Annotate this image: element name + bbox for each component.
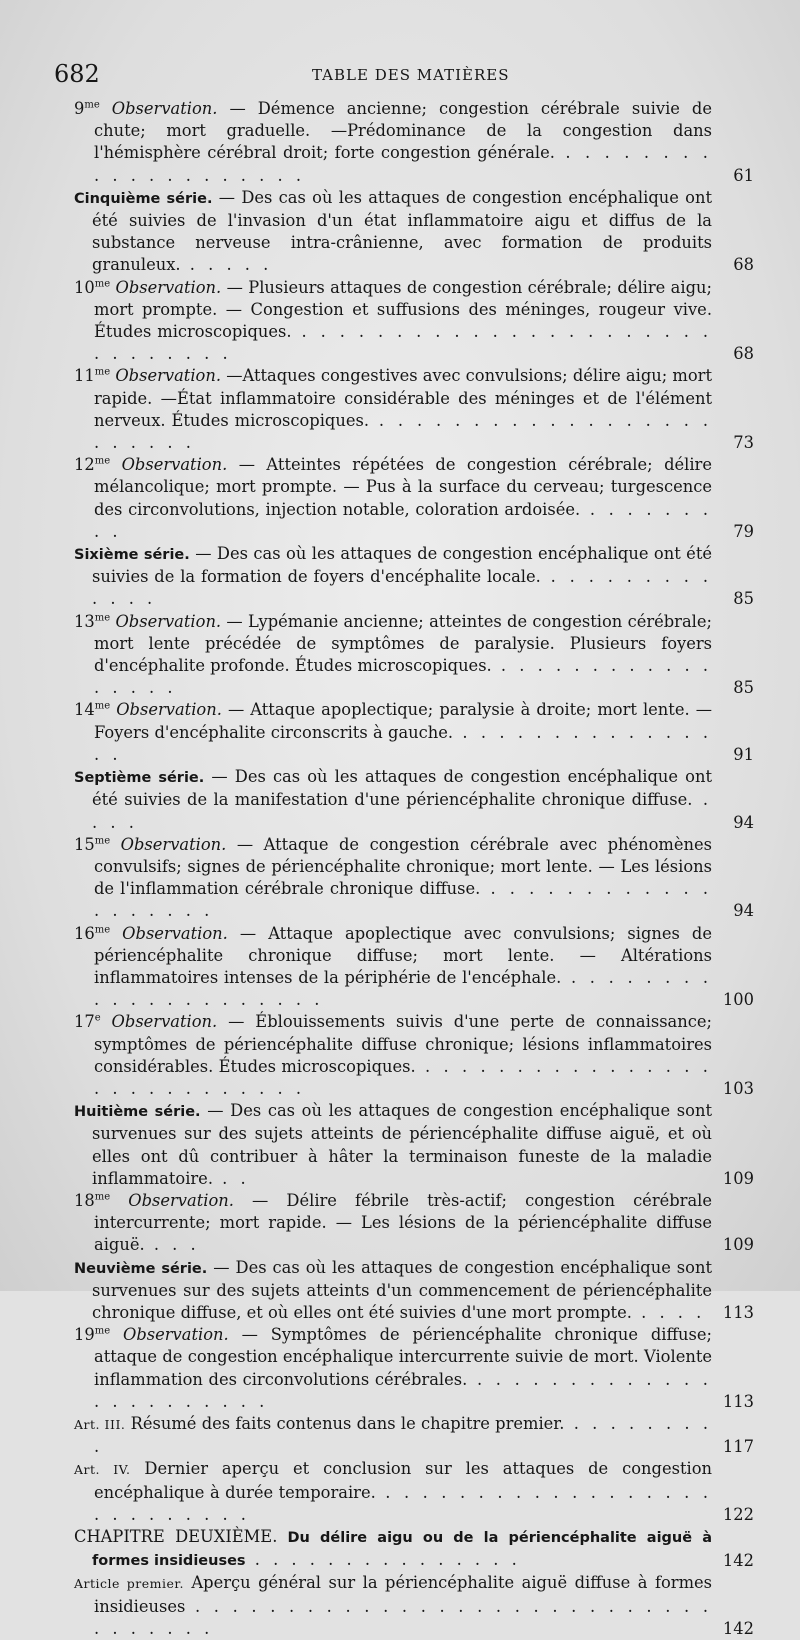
observation-number: 13 [74, 611, 95, 631]
entry-label: Observation. [121, 455, 228, 475]
chapter-title: Du délire aigu ou de la périencéphalite aiguë à formes insidieuses [92, 1530, 712, 1570]
ordinal-suffix: me [94, 455, 111, 467]
page-number: 682 [54, 60, 100, 88]
toc-entry-serie-5 [74, 187, 754, 277]
observation-number: 19 [74, 1325, 95, 1345]
dot-leader: . . . . . . . . . . . . . . . . . . . . . [94, 967, 713, 1010]
dot-leader: . . . . . . . . . . . . . . . [245, 1550, 521, 1570]
ordinal-suffix: me [94, 367, 111, 379]
entry-text: Dernier aperçu et conclusion sur les attaques de congestion encéphalique à durée temporaire. [94, 1459, 712, 1502]
entry-text: — Des cas où les attaques de congestion encéphalique ont été suivies de la formation de foyers d'encéphalite locale. [92, 544, 712, 587]
entry-text: — Démence ancienne; congestion cérébrale suivie de chute; mort graduelle. —Prédominance de la congestion dans l'hémisphère cérébral droit; forte congestion générale. [94, 99, 712, 163]
dot-leader: . . . . . [180, 255, 273, 275]
toc-entry-observation-9 [74, 98, 754, 187]
dot-leader: . . . . . . . . . . . . . . . . . [94, 656, 712, 698]
ordinal-suffix: me [94, 924, 111, 936]
entry-label: Observation. [115, 366, 221, 386]
toc-entry-observation-18 [74, 1190, 754, 1257]
ordinal-suffix: me [84, 99, 100, 111]
page-reference: 142 [722, 1551, 754, 1571]
page-reference: 94 [733, 901, 754, 921]
dot-leader: . . . . . . . . . . . . . . . . . . . . . . . . . . . [94, 1482, 712, 1524]
page-header [54, 60, 754, 90]
toc-entry-observation-14 [74, 699, 754, 766]
entry-text: — Des cas où les attaques de congestion encéphalique ont été suivies de l'invasion d'un état inflammatoire aigu et diffus de la substance nerveuse intra-crânienne, avec formation de produits granuleux. [92, 187, 712, 275]
dot-leader: . . . . [631, 1302, 706, 1322]
dot-leader: . . . . . . . . . . . . . . . . . . . . . . . . [94, 410, 712, 453]
dot-leader: . . . . [92, 790, 712, 832]
series-label: Cinquième série. [74, 190, 213, 207]
series-label: Huitième série. [74, 1104, 201, 1121]
chapter-label: CHAPITRE DEUXIÈME. [74, 1527, 278, 1546]
page-reference: 94 [733, 812, 754, 832]
toc-entry-serie-6 [74, 543, 754, 611]
entry-label: Observation. [120, 834, 227, 854]
ordinal-suffix: e [94, 1012, 101, 1024]
toc-entry-serie-9 [74, 1257, 754, 1325]
page-reference: 109 [722, 1168, 754, 1188]
dot-leader: . . . . . . . . . . . . . . . . . . . . [94, 143, 712, 185]
toc-entry-observation-11 [74, 365, 754, 454]
toc-entry-serie-8 [74, 1100, 754, 1190]
ordinal-suffix: me [94, 835, 111, 847]
dot-leader: . . . . . . . . . . . . . . . . . . . [94, 879, 712, 921]
entry-text: — Attaque de congestion cérébrale avec phénomènes convulsifs; signes de périencéphalite chronique; mort lente. — Les lésions de l'inflammation cérébrale chronique diffuse. [94, 834, 712, 899]
entry-text: — Symptômes de périencéphalite chronique diffuse; attaque de congestion encéphalique intercurrente suivie de mort. Violente inflammation des circonvolutions cérébrales. [94, 1325, 712, 1389]
dot-leader: . . . . . . . . . . . . . . . . . . . . . . . . . . . . . . . . . . . [94, 1596, 712, 1638]
page-reference: 85 [733, 678, 754, 698]
entry-text: — Attaque apoplectique; paralysie à droite; mort lente. — Foyers d'encéphalite circonscrits à gauche. [94, 700, 712, 742]
series-label: Neuvième série. [74, 1260, 208, 1277]
observation-number: 11 [74, 366, 95, 386]
entry-label: Observation. [128, 1190, 234, 1210]
observation-number: 17 [74, 1012, 95, 1032]
toc-entry-article-4 [74, 1458, 754, 1526]
page-reference: 122 [722, 1504, 754, 1524]
page-reference: 79 [733, 521, 754, 541]
toc-entry-chapter-2 [54, 1526, 754, 1572]
entry-label: Observation. [111, 1012, 218, 1032]
entry-text: — Des cas où les attaques de congestion encéphalique ont été suivies de la manifestation d'une périencéphalite chronique diffuse. [92, 767, 713, 810]
observation-number: 16 [74, 923, 95, 943]
observation-number: 18 [74, 1190, 95, 1210]
entry-text: — Des cas où les attaques de congestion encéphalique sont survenues sur des sujets atteints de périencéphalite diffuse aiguë, et où elles ont dû contribuer à hâter la terminaison funeste de la maladie inflammatoire. [92, 1101, 712, 1188]
entry-label: Observation. [123, 1325, 229, 1345]
ordinal-suffix: me [94, 278, 111, 290]
dot-leader: . . . [144, 1235, 200, 1255]
toc-entry-observation-15 [74, 834, 754, 923]
entry-text: — Délire fébrile très-actif; congestion cérébrale intercurrente; mort rapide. — Les lésions de la périencéphalite diffuse aiguë. [94, 1190, 712, 1255]
entry-text: Résumé des faits contenus dans le chapitre premier. [125, 1413, 565, 1433]
toc-entry-observation-17 [74, 1011, 754, 1100]
page-reference: 113 [722, 1302, 754, 1322]
entry-text: — Lypémanie ancienne; atteintes de congestion cérébrale; mort lente précédée de symptômes de paralysie. Plusieurs foyers d'encéphalite profonde. Études microscopiques. [94, 611, 712, 676]
page-reference: 100 [722, 990, 754, 1010]
entry-label: Observation. [115, 611, 222, 631]
entry-label: Observation. [116, 700, 222, 720]
page-reference: 61 [733, 165, 754, 185]
entry-text: — Plusieurs attaques de congestion cérébrale; délire aigu; mort prompte. — Congestion et suffusions des méninges, rougeur vive. Études microscopiques. [94, 277, 712, 342]
dot-leader: . . . . . . . . . . . . . . . . . . . . . . . [94, 1369, 712, 1411]
entry-text: — Attaque apoplectique avec convulsions; signes de périencéphalite chronique diffuse; mort lente. — Altérations inflammatoires intenses de la périphérie de l'encéphale. [94, 923, 712, 987]
page-reference: 113 [722, 1391, 754, 1411]
observation-number: 14 [74, 700, 95, 720]
toc-entry-observation-19 [74, 1324, 754, 1413]
dot-leader: . . . . . . . . . . . . . [92, 567, 712, 609]
running-title: TABLE DES MATIÈRES [312, 66, 510, 84]
series-label: Sixième série. [74, 547, 190, 564]
dot-leader: . . . . . . . . . . . . . . . . . . . . . . . . . . . . . . [94, 322, 712, 364]
toc-entry-observation-12 [74, 454, 754, 543]
article-label: Article premier. [74, 1576, 184, 1592]
dot-leader: . . [213, 1168, 250, 1188]
dot-leader: . . . . . . . . . . . . . . . . [94, 722, 712, 764]
ordinal-suffix: me [94, 1325, 111, 1337]
observation-number: 9 [74, 99, 85, 118]
page-reference: 103 [722, 1078, 754, 1098]
observation-number: 12 [74, 455, 95, 475]
page-reference: 73 [733, 433, 754, 453]
toc-entry-observation-13 [74, 611, 754, 700]
page-reference: 142 [722, 1618, 754, 1638]
entry-label: Observation. [122, 923, 228, 943]
table-of-contents [74, 98, 754, 1640]
ordinal-suffix: me [94, 612, 111, 624]
page-reference: 91 [733, 744, 754, 764]
page-reference: 68 [733, 255, 754, 275]
page-reference: 68 [733, 344, 754, 364]
page-reference: 117 [722, 1437, 754, 1457]
toc-entry-serie-7 [74, 766, 754, 834]
dot-leader: . . . . . . . . . [94, 1413, 712, 1457]
dot-leader: . . . . . . . . . [94, 499, 712, 541]
observation-number: 10 [74, 277, 95, 297]
series-label: Septième série. [74, 770, 205, 787]
entry-text: — Des cas où les attaques de congestion encéphalique sont survenues sur des sujets atteints d'un commencement de périencéphalite chronique diffuse, et où elles ont été suivies d'une mort prompte. [92, 1257, 712, 1322]
entry-text: — Éblouissements suivis d'une perte de connaissance; symptômes de périencéphalite diffuse chronique; lésions inflammatoires considérables. Études microscopiques. [94, 1012, 712, 1076]
toc-entry-observation-10 [74, 277, 754, 366]
entry-label: Observation. [115, 277, 222, 297]
observation-number: 15 [74, 834, 95, 854]
dot-leader: . . . . . . . . . . . . . . . . . . . . . . . . . . . . [94, 1056, 712, 1098]
ordinal-suffix: me [94, 701, 111, 713]
ordinal-suffix: me [94, 1191, 111, 1203]
entry-text: Aperçu général sur la périencéphalite aiguë diffuse à formes insidieuses [94, 1573, 713, 1616]
entry-text: —Attaques congestives avec convulsions; délire aigu; mort rapide. —État inflammatoire considérable des méninges et de l'élément nerveux. Études microscopiques. [94, 366, 712, 430]
toc-entry-article-3 [74, 1413, 754, 1458]
page-reference: 85 [733, 589, 754, 609]
toc-entry-observation-16 [74, 923, 754, 1012]
article-label: Art. IV. [74, 1462, 131, 1478]
toc-entry-article-premier [74, 1572, 754, 1640]
article-label: Art. III. [74, 1416, 126, 1432]
entry-text: — Atteintes répétées de congestion cérébrale; délire mélancolique; mort prompte. — Pus à la surface du cerveau; turgescence des circonvolutions, injection notable, coloration ardoisée. [94, 455, 712, 519]
entry-label: Observation. [111, 99, 218, 118]
page-reference: 109 [722, 1235, 754, 1255]
